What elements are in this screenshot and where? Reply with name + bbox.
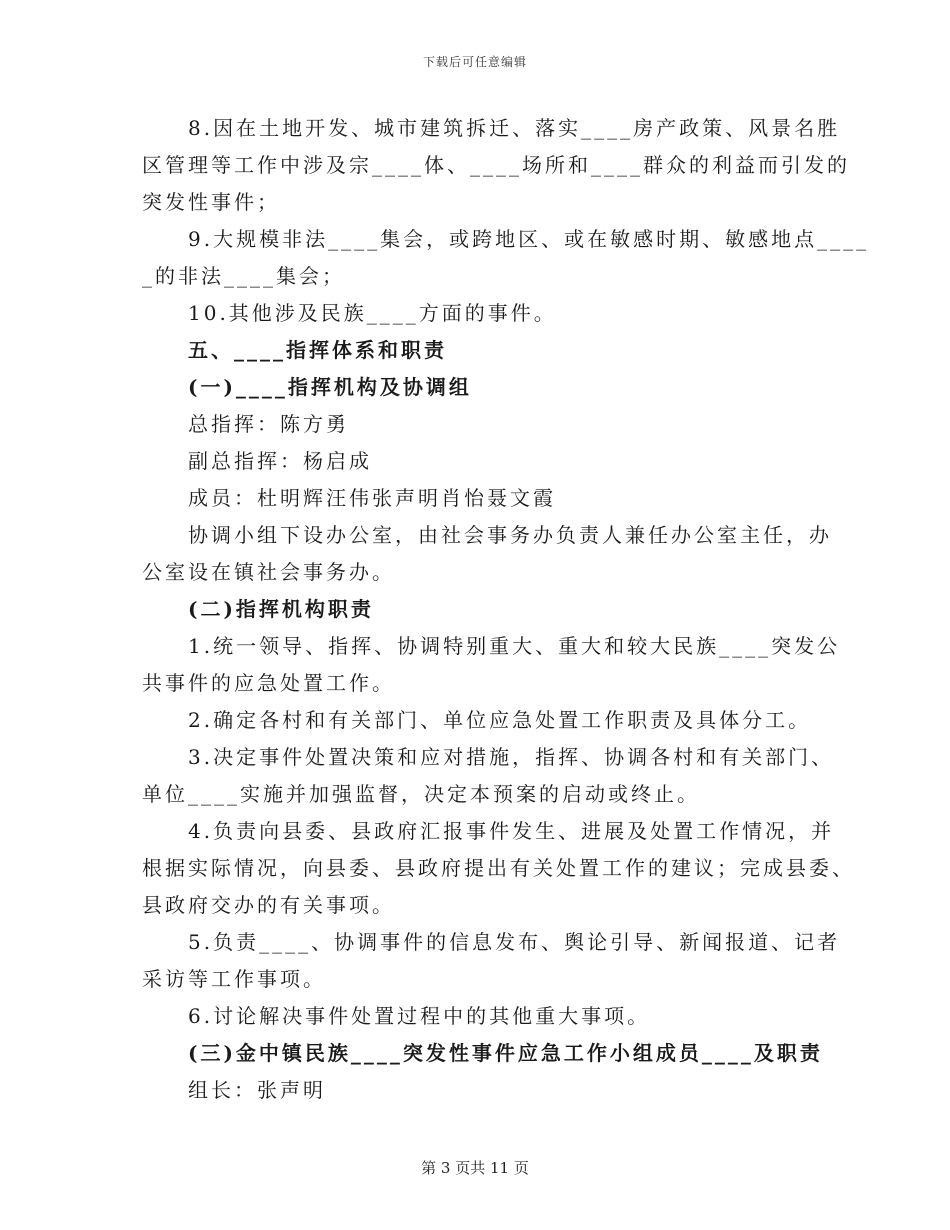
paragraph-line: 4.负责向县委、县政府汇报事件发生、进展及处置工作情况，并 — [188, 819, 835, 843]
paragraph-line: 共事件的应急处置工作。 — [142, 671, 395, 695]
paragraph-line: 成员：杜明辉汪伟张声明肖怡聂文霞 — [188, 486, 556, 510]
paragraph-line: 总指挥：陈方勇 — [188, 412, 349, 436]
paragraph-line: 采访等工作事项。 — [142, 967, 326, 991]
paragraph-line: 5.负责____、协调事件的信息发布、舆论引导、新闻报道、记者 — [188, 930, 841, 954]
paragraph-line: 6.讨论解决事件处置过程中的其他重大事项。 — [188, 1004, 651, 1028]
page-number-footer: 第 3 页共 11 页 — [421, 1159, 529, 1177]
paragraph-line: 根据实际情况，向县委、县政府提出有关处置工作的建议；完成县委、 — [142, 856, 855, 880]
subsection-heading: (三)金中镇民族____突发性事件应急工作小组成员____及职责 — [188, 1041, 823, 1065]
paragraph-line: 2.确定各村和有关部门、单位应急处置工作职责及具体分工。 — [188, 708, 812, 732]
paragraph-line: 突发性事件； — [142, 190, 280, 214]
paragraph-line: 副总指挥：杨启成 — [188, 449, 372, 473]
section-heading: 五、____指挥体系和职责 — [188, 338, 447, 362]
paragraph-line: 单位____实施并加强监督，决定本预案的启动或终止。 — [142, 782, 700, 806]
paragraph-line: 9.大规模非法____集会，或跨地区、或在敏感时期、敏感地点____ — [188, 227, 870, 251]
paragraph-line: 1.统一领导、指挥、协调特别重大、重大和较大民族____突发公 — [188, 634, 841, 658]
page-header: 下载后可任意编辑 — [422, 55, 527, 69]
paragraph-line: 县政府交办的有关事项。 — [142, 893, 395, 917]
document-body — [142, 110, 870, 1109]
paragraph-line: 10.其他涉及民族____方面的事件。 — [188, 301, 557, 325]
paragraph-line: 公室设在镇社会事务办。 — [142, 560, 395, 584]
paragraph-line: _的非法____集会； — [142, 264, 345, 288]
paragraph-line: 组长：张声明 — [188, 1078, 326, 1102]
subsection-heading: (一)____指挥机构及协调组 — [188, 375, 472, 399]
paragraph-line: 协调小组下设办公室，由社会事务办负责人兼任办公室主任，办 — [188, 523, 832, 547]
paragraph-line: 区管理等工作中涉及宗____体、____场所和____群众的利益而引发的 — [142, 153, 850, 177]
paragraph-line: 8.因在土地开发、城市建筑拆迁、落实____房产政策、风景名胜 — [188, 116, 841, 140]
subsection-heading: (二)指挥机构职责 — [188, 597, 374, 621]
paragraph-line: 3.决定事件处置决策和应对措施，指挥、协调各村和有关部门、 — [188, 745, 835, 769]
